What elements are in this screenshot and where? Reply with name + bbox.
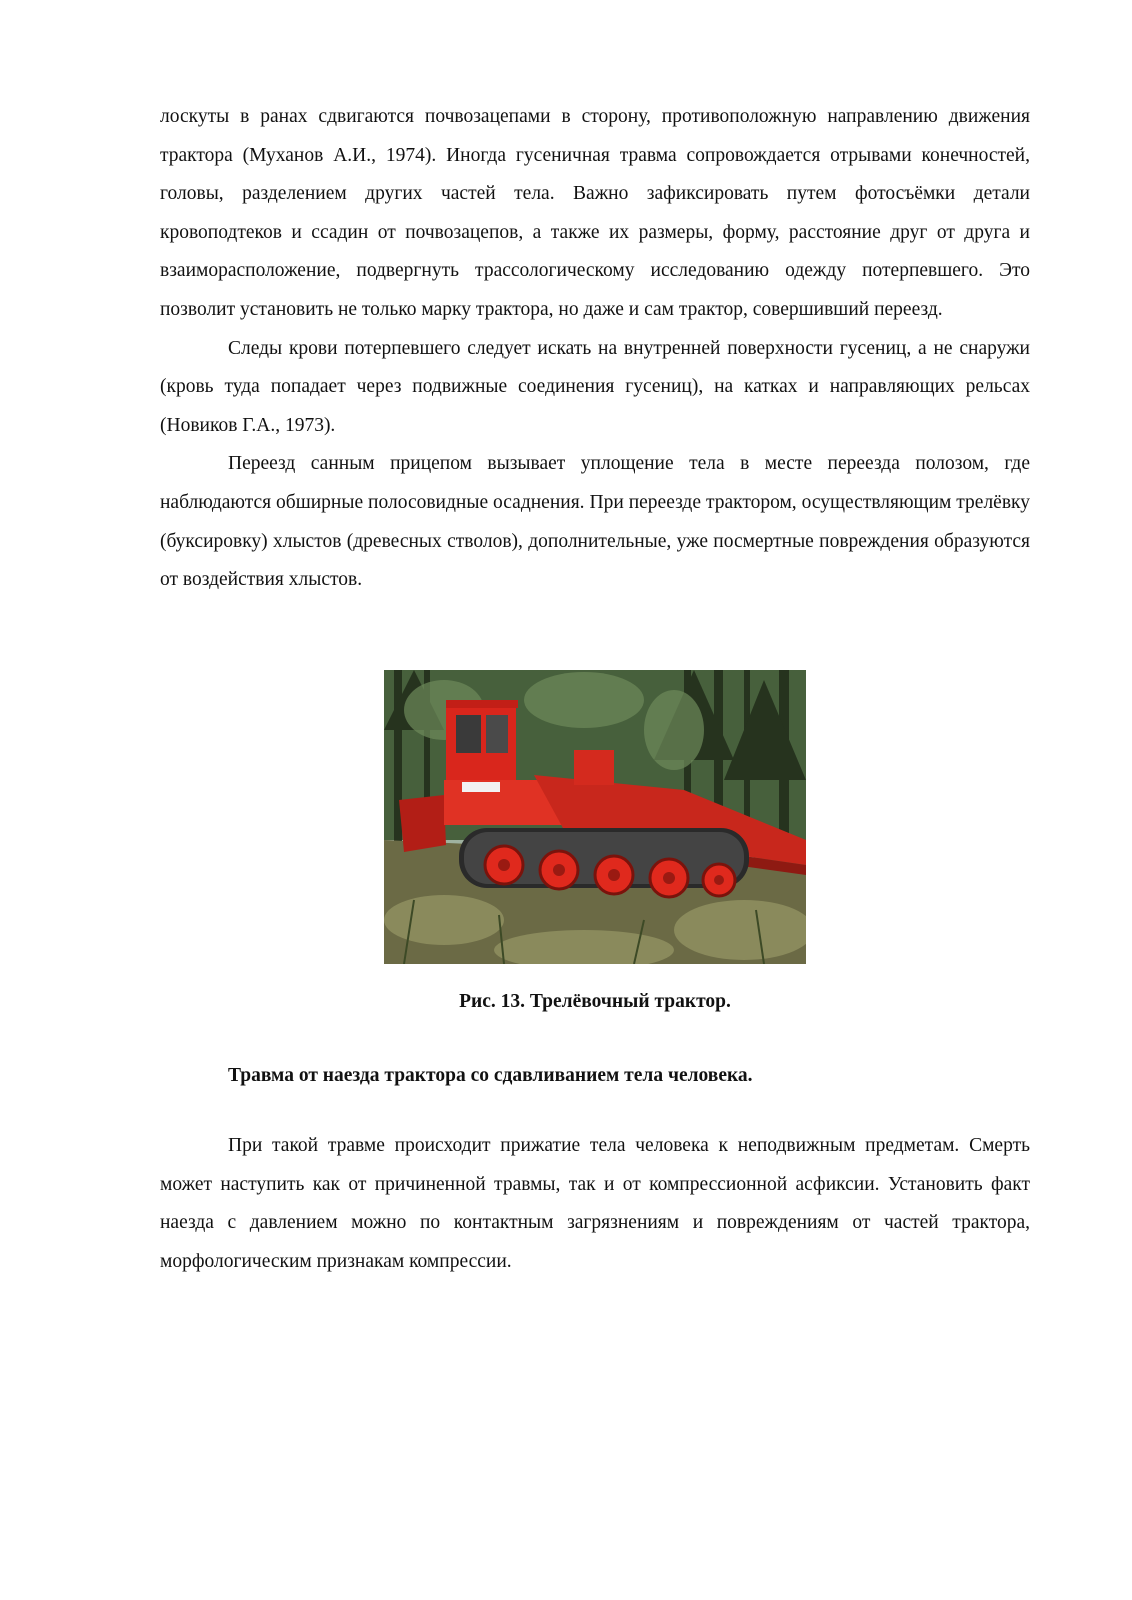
text-block-top bbox=[160, 98, 1030, 600]
tractor-illustration bbox=[384, 670, 806, 964]
paragraph: Следы крови потерпевшего следует искать на внутренней поверхности гусениц, а не снаружи (кровь туда попадает через подвижные соединения гусениц), на катках и направляющих рельсах (Новиков Г.А., 1973). bbox=[160, 337, 1030, 436]
text-block-bottom bbox=[160, 1127, 1030, 1281]
paragraph: лоскуты в ранах сдвигаются почвозацепами в сторону, противоположную направлению движения трактора (Муханов А.И., 1974). Иногда гусеничная травма сопровождается отрывами конечностей, головы, разделением других частей тела. Важно зафиксировать путем фотосъёмки детали кровоподтеков и ссадин от почвозацепов, а также их размеры, форму, расстояние друг от друга и взаиморасположение, подвергнуть трассологическому исследованию одежду потерпевшего. Это позволит установить не только марку трактора, но даже и сам трактор, совершивший переезд. bbox=[160, 106, 1030, 320]
figure-caption: Рис. 13. Трелёвочный трактор. bbox=[459, 991, 731, 1012]
paragraph: Переезд санным прицепом вызывает уплощение тела в месте переезда полозом, где наблюдаются обширные полосовидные осаднения. При переезде трактором, осуществляющим трелёвку (буксировку) хлыстов (древесных стволов), дополнительные, уже посмертные повреждения образуются от воздействия хлыстов. bbox=[160, 453, 1030, 591]
tractor-photo bbox=[384, 670, 806, 964]
section-heading: Травма от наезда трактора со сдавливанием тела человека. bbox=[228, 1065, 753, 1086]
paragraph: При такой травме происходит прижатие тела человека к неподвижным предметам. Смерть может наступить как от причиненной травмы, так и от компрессионной асфиксии. Установить факт наезда с давлением можно по контактным загрязнениям и повреждениям от частей трактора, морфологическим признакам компрессии. bbox=[160, 1135, 1030, 1272]
